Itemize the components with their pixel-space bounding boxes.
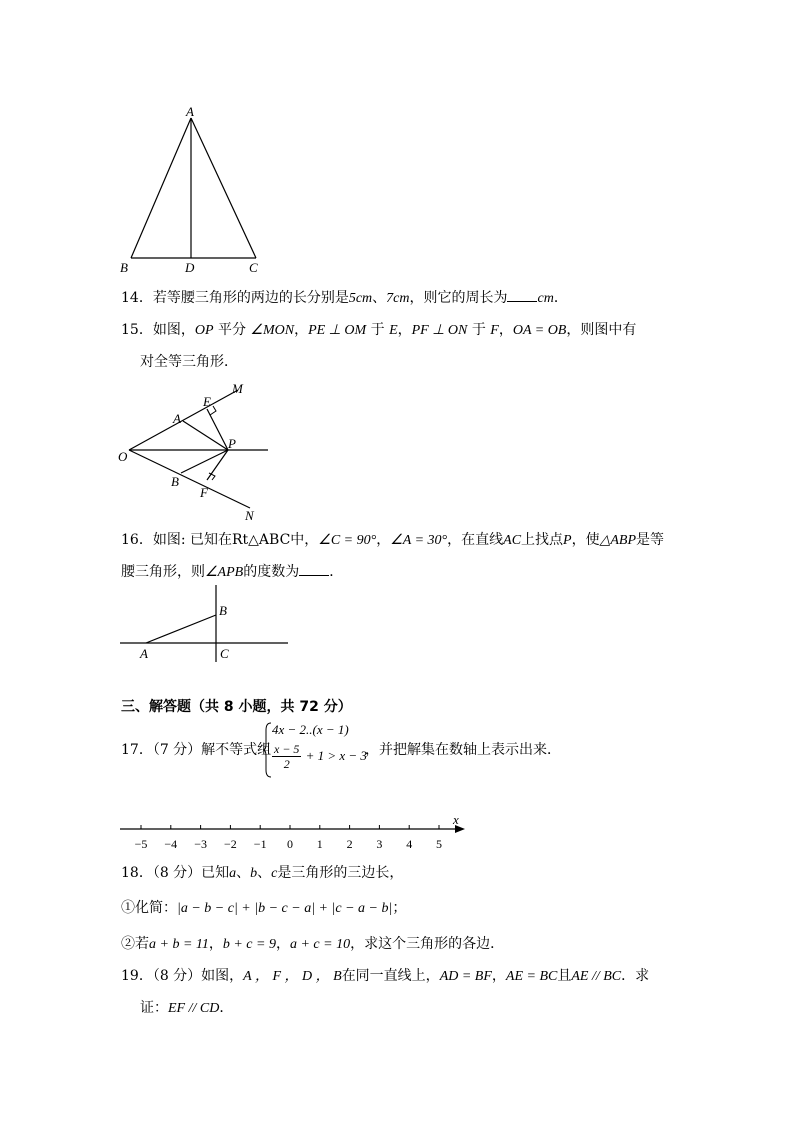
label-o: O — [118, 449, 128, 464]
tick-label: 3 — [376, 837, 383, 851]
question-15: 15．如图，OP 平分 ∠MON，PE ⊥ OM 于 E，PF ⊥ ON 于 F，OA = OB，则图中有 — [121, 322, 637, 338]
inequality-2: $\frac{x - 5}{2}$ + 1 > x − 3 — [274, 742, 367, 771]
tick-label: −5 — [134, 837, 148, 851]
axis-label-x: x — [453, 812, 459, 827]
tick-label: −1 — [253, 837, 267, 851]
tick-label: −4 — [164, 837, 178, 851]
label-d: D — [185, 260, 195, 275]
question-17-rest: ，并把解集在数轴上表示出来． — [365, 742, 561, 758]
tick-label: 4 — [406, 837, 413, 851]
label-a: A — [140, 646, 148, 661]
label-c: C — [249, 260, 258, 275]
question-15-line2: 对全等三角形． — [140, 354, 238, 370]
isosceles-triangle-figure — [110, 100, 280, 280]
number-line — [115, 812, 475, 854]
angle-bisector-figure — [110, 378, 280, 523]
label-c: C — [220, 646, 229, 661]
tick-label: −3 — [194, 837, 207, 851]
label-f: F — [200, 485, 208, 500]
tick-label: 0 — [287, 837, 293, 851]
label-p: P — [228, 436, 236, 451]
question-17: 17．（7 分）解不等式组 — [121, 742, 272, 758]
tick-label: 5 — [436, 837, 442, 851]
label-e: E — [203, 394, 211, 409]
answer-blank — [299, 563, 329, 576]
label-n: N — [245, 508, 254, 523]
label-a: A — [186, 104, 194, 119]
question-18-part2: ②若a + b = 11，b + c = 9，a + c = 10，求这个三角形的各边． — [121, 936, 505, 952]
question-16: 16．如图: 已知在Rt△ABC中，∠C = 90°，∠A = 30°，在直线AC上找点P，使△ABP是等 — [121, 532, 665, 548]
system-brace — [262, 722, 272, 778]
question-19: 19．（8 分）如图，A ， F ， D ， B在同一直线上，AD = BF，AE = BC且AE // BC．求 — [121, 968, 650, 984]
question-19-line2: 证：EF // CD． — [140, 1000, 234, 1016]
label-b: B — [120, 260, 128, 275]
answer-blank — [507, 289, 537, 302]
label-m: M — [232, 381, 243, 396]
label-b: B — [219, 603, 227, 618]
tick-label: 2 — [346, 837, 353, 851]
label-b: B — [171, 474, 179, 489]
tick-label: −2 — [224, 837, 237, 851]
question-16-line2: 腰三角形，则∠APB的度数为 ． — [121, 564, 344, 580]
right-triangle-figure — [110, 582, 300, 664]
tick-label: 1 — [316, 837, 323, 851]
inequality-1: 4x − 2..(x − 1) — [272, 722, 349, 737]
question-18: 18．（8 分）已知a、b、c是三角形的三边长， — [121, 865, 404, 881]
section-heading: 三、解答题（共 8 小题，共 72 分） — [121, 699, 352, 715]
question-14: 14．若等腰三角形的两边的长分别是5cm、7cm，则它的周长为 cm． — [121, 290, 568, 306]
question-18-part1: ①化简：|a − b − c| + |b − c − a| + |c − a − b|； — [121, 900, 407, 916]
label-a: A — [173, 411, 181, 426]
